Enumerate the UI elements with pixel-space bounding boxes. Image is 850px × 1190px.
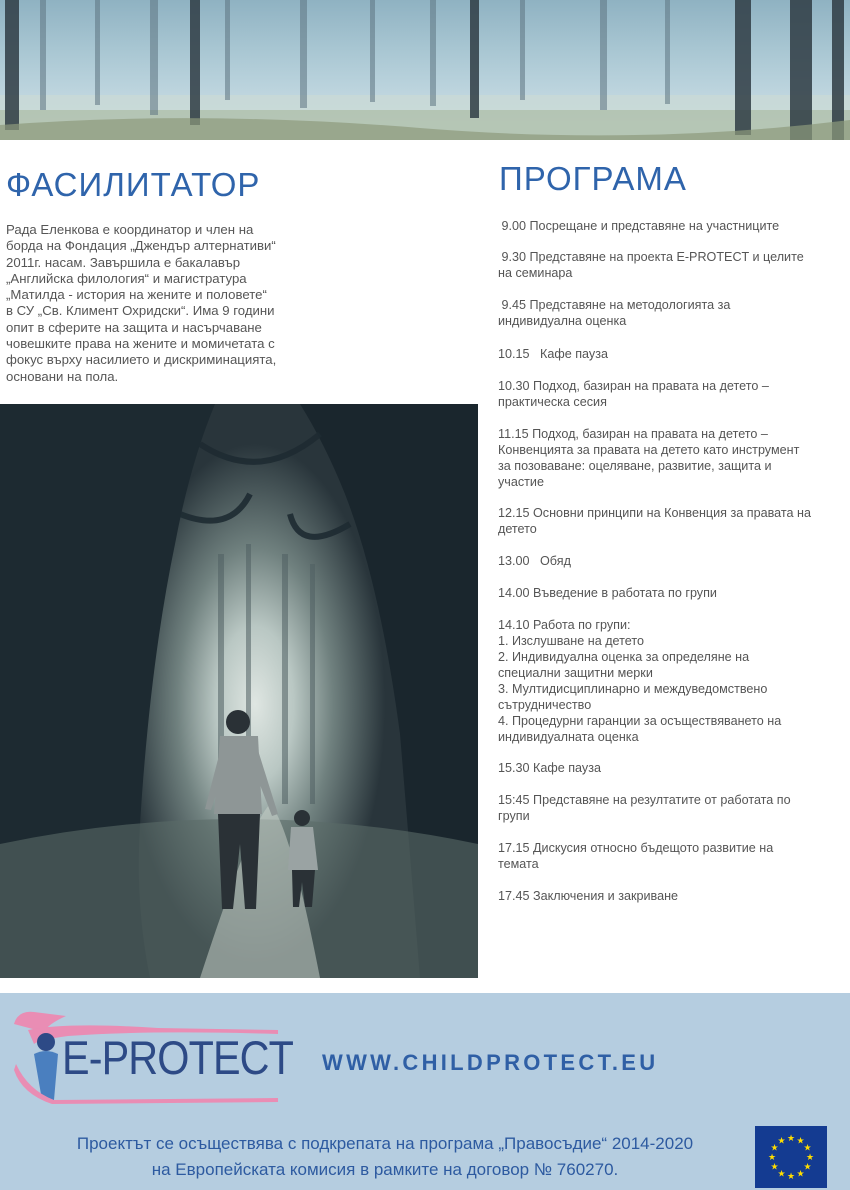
program-item <box>498 760 833 776</box>
program-item <box>498 378 833 410</box>
program-item <box>498 505 833 537</box>
program-item-line: темата <box>498 857 539 871</box>
program-item <box>498 249 833 281</box>
facilitator-heading: ФАСИЛИТАТОР <box>6 166 261 203</box>
support-statement <box>20 1131 750 1183</box>
eu-star-icon: ★ <box>786 1171 796 1181</box>
program-item-line: групи <box>498 809 530 823</box>
forest-banner-image <box>0 0 850 140</box>
program-item-line: 10.15 Кафе пауза <box>498 347 608 361</box>
eu-star-icon: ★ <box>770 1161 779 1172</box>
program-item <box>498 792 833 824</box>
facilitator-bio <box>6 222 304 385</box>
program-item <box>498 585 833 601</box>
eu-flag-icon <box>755 1126 827 1188</box>
support-line: на Европейската комисия в рамките на договор № 760270. <box>151 1160 619 1179</box>
program-item <box>498 553 833 569</box>
program-item-line: 10.30 Подход, базиран на правата на детето – <box>498 379 769 393</box>
program-item-line: 9.30 Представяне на проекта E-PROTECT и целите <box>498 250 804 264</box>
program-item-line: 3. Мултидисциплинарно и междуведомствено <box>498 682 768 696</box>
bio-line: „Английска филология“ и магистратура <box>6 270 247 286</box>
program-item-line: 15:45 Представяне на резултатите от работата по <box>498 793 791 807</box>
program-item-line: сътрудничество <box>498 698 592 712</box>
eu-star-icon: ★ <box>770 1142 779 1153</box>
forest-path-father-child-image <box>0 404 478 978</box>
program-item-line: 17.15 Дискусия относно бъдещото развитие на <box>498 841 774 855</box>
program-item-line: специални защитни мерки <box>498 666 653 680</box>
bio-line: човешките права на жените и момичетата с <box>6 336 275 352</box>
bio-line: борда на Фондация „Джендър алтернативи“ <box>6 238 276 254</box>
program-item <box>498 617 833 745</box>
eu-star-icon: ★ <box>803 1142 812 1153</box>
program-item-line: детето <box>498 522 537 536</box>
program-item-line: практическа сесия <box>498 395 607 409</box>
eu-star-icon: ★ <box>777 1135 786 1146</box>
program-item-line: на семинара <box>498 266 573 280</box>
program-item-line: 15.30 Кафе пауза <box>498 761 601 775</box>
bio-line: опит в сферите на защита и насърчаване <box>6 319 262 335</box>
program-item <box>498 426 833 490</box>
program-item-line: 4. Процедурни гаранции за осъществяването на <box>498 714 782 728</box>
program-item <box>498 840 833 872</box>
program-item-line: 17.45 Заключения и закриване <box>498 889 679 903</box>
program-item-line: 9.45 Представяне на методологията за <box>498 298 731 312</box>
eu-star-icon: ★ <box>796 1168 805 1179</box>
bio-line: основани на пола. <box>6 368 119 384</box>
program-item-line: 14.00 Въведение в работата по групи <box>498 586 717 600</box>
eu-star-icon: ★ <box>803 1161 812 1172</box>
eu-star-icon: ★ <box>786 1133 796 1143</box>
program-item-line: 11.15 Подход, базиран на правата на детето – <box>498 427 768 441</box>
program-item <box>498 346 833 362</box>
program-item <box>498 297 833 329</box>
bio-line: в СУ „Св. Климент Охридски“. Има 9 години <box>6 303 275 319</box>
website-link[interactable]: WWW.CHILDPROTECT.EU <box>322 1050 659 1075</box>
eu-star-icon: ★ <box>796 1135 805 1146</box>
program-item-line: 1. Изслушване на детето <box>498 634 644 648</box>
program-item-line: Конвенцията за правата на детето като инструмент <box>498 443 800 457</box>
eu-star-icon: ★ <box>805 1152 815 1162</box>
program-item-line: 13.00 Обяд <box>498 554 571 568</box>
bio-line: „Матилда - история на жените и половете“ <box>6 287 267 303</box>
program-item <box>498 218 833 234</box>
logo-text: E-PROTECT <box>62 1031 294 1084</box>
program-item-line: индивидуалната оценка <box>498 730 639 744</box>
program-item-line: индивидуална оценка <box>498 314 627 328</box>
program-item-line: 2. Индивидуална оценка за определяне на <box>498 650 750 664</box>
bio-line: 2011г. насам. Завършила е бакалавър <box>6 254 241 270</box>
program-item-line: 9.00 Посрещане и представяне на участниците <box>498 219 780 233</box>
program-item-line: 14.10 Работа по групи: <box>498 618 631 632</box>
program-item-line: за позоваване: оцеляване, развитие, защита и <box>498 459 772 473</box>
bio-line: фокус върху насилието и дискриминацията, <box>6 352 277 368</box>
program-item <box>498 888 833 904</box>
bio-line: Рада Еленкова е координатор и член на <box>6 222 254 237</box>
eu-star-icon: ★ <box>777 1168 786 1179</box>
program-item-line: 12.15 Основни принципи на Конвенция за правата на <box>498 506 811 520</box>
eu-star-icon: ★ <box>767 1152 777 1162</box>
support-line: Проектът се осъществява с подкрепата на програма „Правосъдие“ 2014-2020 <box>76 1134 694 1153</box>
program-item-line: участие <box>498 475 544 489</box>
program-heading: ПРОГРАМА <box>499 160 687 197</box>
